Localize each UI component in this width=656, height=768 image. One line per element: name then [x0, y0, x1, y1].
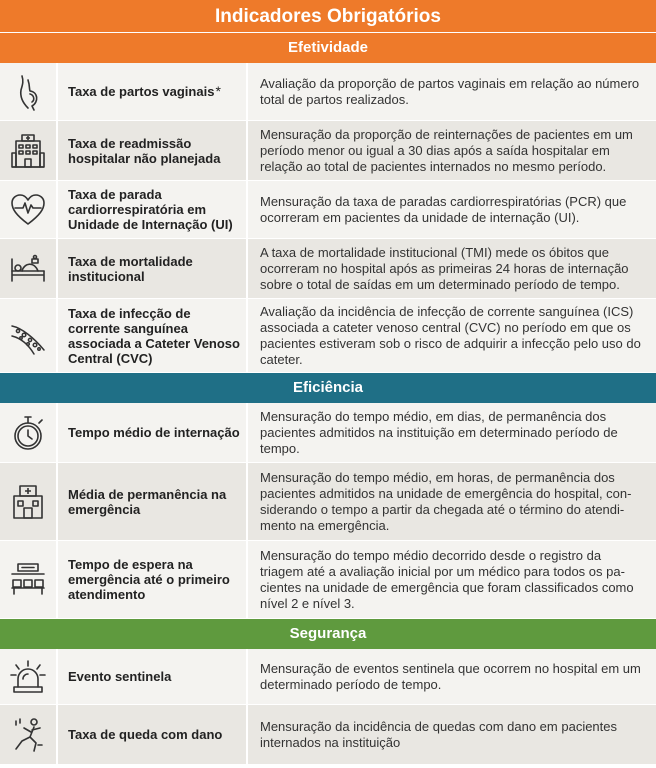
- indicator-name: Tempo médio de internação: [58, 403, 248, 462]
- stopwatch-icon: [8, 413, 48, 453]
- heart-pulse-icon: [8, 190, 48, 230]
- indicator-description: Mensuração da taxa de paradas cardiorrespiratórias (PCR) que ocorreram em pacientes da unidade de internação (UI).: [260, 193, 627, 225]
- indicator-name: Taxa de partos vaginais *: [58, 63, 248, 120]
- indicator-name: Taxa de mortalidade institucional: [58, 239, 248, 298]
- pregnancy-icon: [8, 72, 48, 112]
- blood-vessel-icon: [8, 316, 48, 356]
- indicator-description: Mensuração do tempo médio, em dias, de permanência dos pacientes admitidos na instituição em determinado período de tempo.: [260, 408, 618, 456]
- table-row: [0, 63, 656, 121]
- indicator-name: Taxa de queda com dano: [58, 705, 248, 764]
- indicator-name: Tempo de espera na emergência até o primeiro atendimento: [58, 541, 248, 618]
- table-row: [0, 121, 656, 181]
- indicator-name: Taxa de parada cardiorrespiratória em Unidade de Internação (UI): [58, 181, 248, 238]
- indicator-description: Mensuração da incidência de quedas com dano em pacientes internados na instituição: [260, 718, 618, 750]
- indicator-description: Mensuração de eventos sentinela que ocorrem no hospital em um determinado período de tempo.: [260, 660, 641, 692]
- indicator-description: Avaliação da proporção de partos vaginais em relação ao número total de partos realizados.: [260, 75, 640, 107]
- table-row: [0, 463, 656, 541]
- indicator-description: Avaliação da incidência de infecção de corrente sanguínea (ICS) associada a cateter venoso central (CVC) no período em que os pacientes estiveram sob o risco de adquirir a infecção pelo uso do cateter.: [260, 303, 641, 367]
- section-header-eficiencia: Eficiência: [0, 373, 656, 403]
- indicator-description: Mensuração do tempo médio, em horas, de permanência dos pacientes admitidos na unidade de emergência do hospital, considerando o tempo a partir da chegada até o término do atendimento na emergência.: [260, 469, 632, 533]
- page-title: Indicadores Obrigatórios: [0, 0, 656, 33]
- indicator-name: Média de permanência na emergência: [58, 463, 248, 540]
- indicator-name: Taxa de infecção de corrente sanguínea associada a Cateter Venoso Central (CVC): [58, 299, 248, 372]
- indicator-description: A taxa de mortalidade institucional (TMI) mede os óbitos que ocorreram no hospital após as primeiras 24 horas de internação sobre o total de saídas em um determinado período de tempo.: [260, 244, 629, 292]
- indicator-name: Taxa de readmissão hospitalar não planejada: [58, 121, 248, 180]
- table-row: [0, 299, 656, 373]
- indicator-description: Mensuração do tempo médio decorrido desde o registro da triagem até a avaliação inicial por um médico para todos os pacientes na unidade de emergência que foram classificados como nível 2 e nível 3.: [260, 547, 634, 611]
- falling-person-icon: [8, 715, 48, 755]
- alarm-light-icon: [8, 657, 48, 697]
- section-header-seguranca: Segurança: [0, 619, 656, 649]
- section-header-efetividade: Efetividade: [0, 33, 656, 63]
- emergency-building-icon: [8, 482, 48, 522]
- waiting-room-icon: [8, 560, 48, 600]
- table-row: [0, 181, 656, 239]
- table-row: [0, 649, 656, 705]
- hospital-bed-icon: [8, 249, 48, 289]
- indicator-name: Evento sentinela: [58, 649, 248, 704]
- table-row: [0, 239, 656, 299]
- hospital-building-icon: [8, 131, 48, 171]
- table-row: [0, 403, 656, 463]
- table-row: [0, 705, 656, 765]
- table-row: [0, 541, 656, 619]
- indicator-description: Mensuração da proporção de reinternações de pacientes em um período menor ou igual a 30 dias após a saída hospitalar em relação ao total de pacientes internados no mesmo período.: [260, 126, 633, 174]
